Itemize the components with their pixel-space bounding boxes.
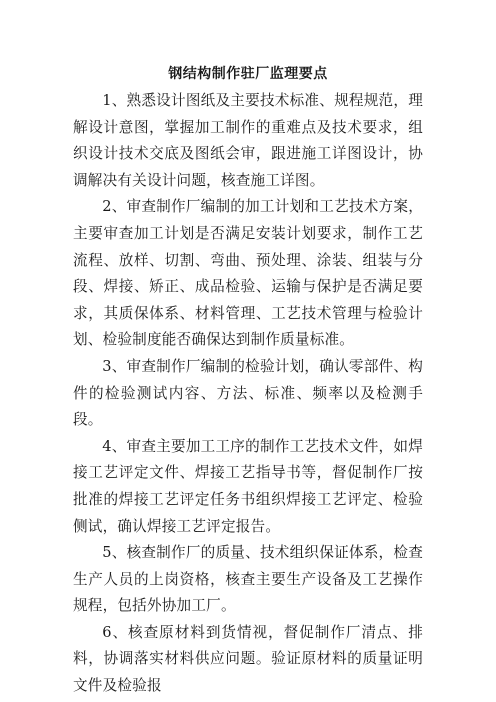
paragraph-4: 4、审查主要加工工序的制作工艺技术文件，如焊接工艺评定文件、焊接工艺指导书等，督促制作厂按批准的焊接工艺评定任务书组织焊接工艺评定、检验侧试，确认焊接工艺评定报告。 bbox=[73, 437, 423, 535]
paragraph-6: 6、核查原材料到货情视，督促制作厂清点、排料，协调落实材料供应问题。验证原材料的质量证明文件及检验报 bbox=[73, 623, 423, 695]
paragraph-3: 3、审查制作厂编制的检验计划，确认零部件、构件的检验测试内容、方法、标准、频率以及检测手段。 bbox=[73, 357, 423, 429]
document-title: 钢结构制作驻厂监理要点 bbox=[168, 66, 328, 82]
paragraph-2: 2、审查制作厂编制的加工计划和工艺技术方案，主要审查加工计划是否满足安装计划要求，制作工艺流程、放样、切割、弯曲、预处理、涂装、组装与分段、焊接、矫正、成品检验、运输与保护是否满足要求，其质保体系、材料管理、工艺技术管理与检验计划、检验制度能否确保达到制作质量标准。 bbox=[73, 198, 423, 349]
paragraph-5: 5、核查制作厂的质量、技术组织保证体系，检查生产人员的上岗资格，核查主要生产设备及工艺操作规程，包括外协加工厂。 bbox=[73, 544, 423, 615]
paragraph-1: 1、熟悉设计图纸及主要技术标准、规程规范，理解设计意图，掌握加工制作的重难点及技术要求，组织设计技术交底及图纸会审，跟进施工详图设计，协调解决有关设计问题，核查施工详图。 bbox=[73, 92, 423, 189]
